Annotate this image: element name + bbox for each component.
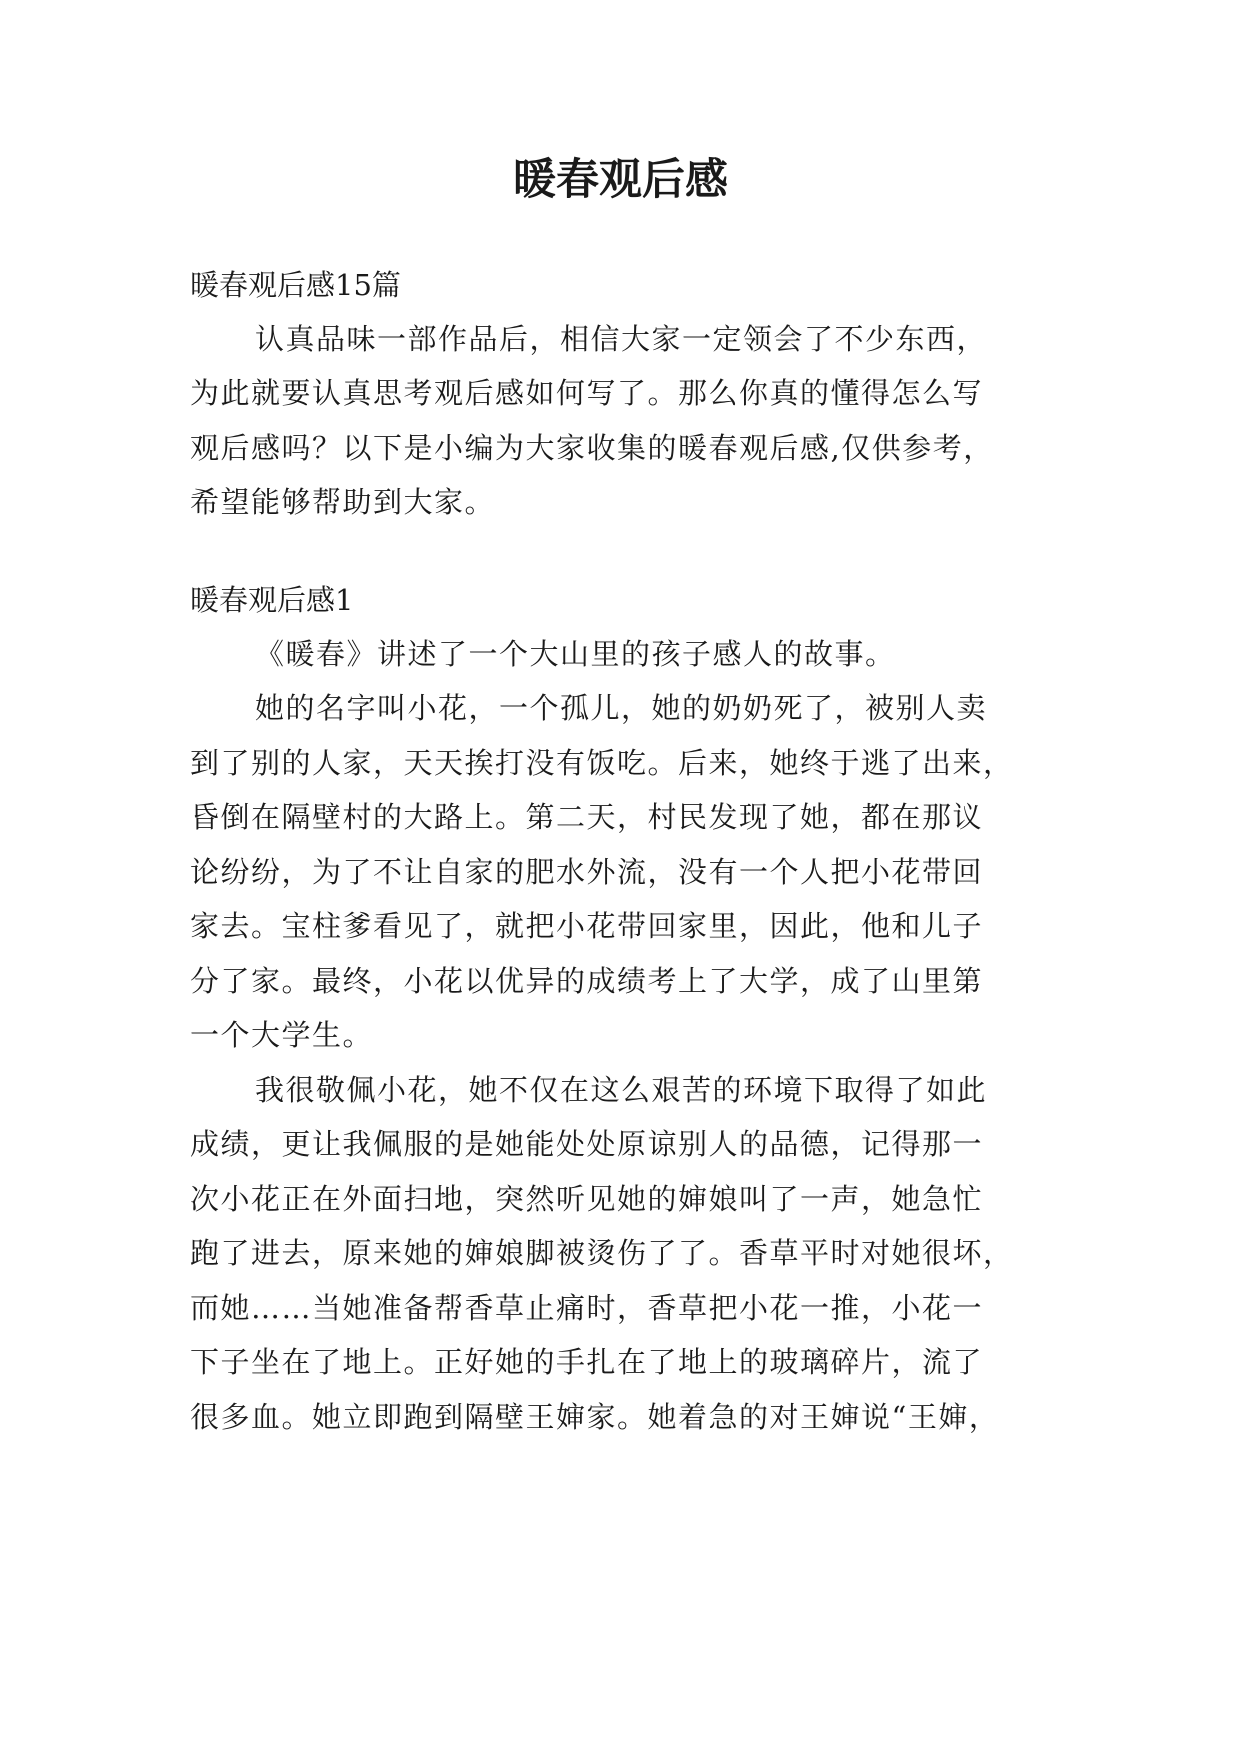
paragraph-line: 到了别的人家，天天挨打没有饭吃。后来，她终于逃了出来， [190,746,1014,780]
paragraph-line: 家去。宝柱爹看见了，就把小花带回家里，因此，他和儿子 [190,909,984,943]
intro-line: 观后感吗？以下是小编为大家收集的暖春观后感,仅供参考， [190,431,994,465]
document-title: 暖春观后感 [513,155,728,205]
intro-line: 认真品味一部作品后，相信大家一定领会了不少东西， [255,322,988,356]
paragraph-line: 昏倒在隔壁村的大路上。第二天，村民发现了她，都在那议 [190,800,984,834]
intro-line: 希望能够帮助到大家。 [190,485,496,519]
paragraph-line: 次小花正在外面扫地，突然听见她的婶娘叫了一声，她急忙 [190,1182,984,1216]
paragraph-line: 分了家。最终，小花以优异的成绩考上了大学，成了山里第 [190,964,984,998]
paragraph-line: 论纷纷，为了不让自家的肥水外流，没有一个人把小花带回 [190,855,984,889]
paragraph-line: 《暖春》讲述了一个大山里的孩子感人的故事。 [255,637,896,671]
collection-heading: 暖春观后感15篇 [190,268,401,302]
essay-heading: 暖春观后感1 [190,583,354,617]
paragraph-line: 一个大学生。 [190,1018,374,1052]
intro-line: 为此就要认真思考观后感如何写了。那么你真的懂得怎么写 [190,376,984,410]
paragraph-line: 她的名字叫小花，一个孤儿，她的奶奶死了，被别人卖 [255,691,988,725]
paragraph-line: 成绩，更让我佩服的是她能处处原谅别人的品德，记得那一 [190,1127,984,1161]
paragraph-line: 我很敬佩小花，她不仅在这么艰苦的环境下取得了如此 [255,1073,988,1107]
paragraph-line: 下子坐在了地上。正好她的手扎在了地上的玻璃碎片，流了 [190,1345,984,1379]
paragraph-line: 很多血。她立即跑到隔壁王婶家。她着急的对王婶说“王婶， [190,1400,1000,1434]
paragraph-line: 而她……当她准备帮香草止痛时，香草把小花一推，小花一 [190,1291,984,1325]
paragraph-line: 跑了进去，原来她的婶娘脚被烫伤了了。香草平时对她很坏， [190,1236,1014,1270]
